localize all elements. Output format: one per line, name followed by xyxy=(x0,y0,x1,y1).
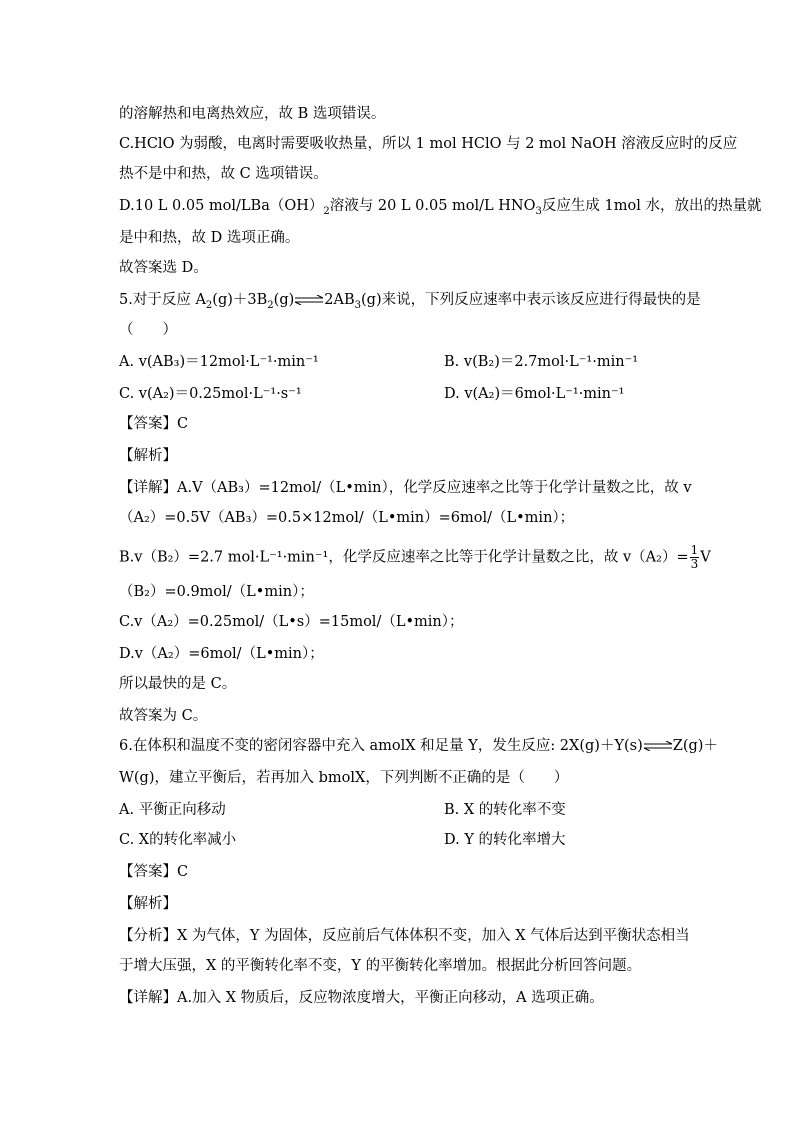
equilibrium-arrow-icon xyxy=(294,295,324,305)
text-run: B.v（B₂）=2.7 mol·L⁻¹·min⁻¹，化学反应速率之比等于化学计量数之比，故 v（A₂）= xyxy=(119,549,689,566)
text-run: 溶液与 20 L 0.05 mol/L HNO xyxy=(329,198,536,214)
analysis-label: 【解析】 xyxy=(119,896,177,912)
text-line: 于增大压强，X 的平衡转化率不变，Y 的平衡转化率增加。根据此分析回答问题。 xyxy=(119,958,642,974)
question-5-stem xyxy=(119,290,701,310)
text-run: 反应生成 1mol 水，放出的热量就 xyxy=(541,198,762,214)
option-d: D. Y 的转化率增大 xyxy=(444,832,566,848)
fraction-denominator: 3 xyxy=(690,557,699,571)
option-a: A. v(AB₃)＝12mol·L⁻¹·min⁻¹ xyxy=(119,354,319,370)
option-c: C. v(A₂)＝0.25mol·L⁻¹·s⁻¹ xyxy=(119,386,302,402)
text-line xyxy=(119,196,761,216)
answer-label: 【答案】C xyxy=(119,864,189,880)
text-line: 的溶解热和电离热效应，故 B 选项错误。 xyxy=(119,106,386,122)
text-run: 5.对于反应 A xyxy=(119,292,206,308)
option-d: D. v(A₂)＝6mol·L⁻¹·min⁻¹ xyxy=(444,386,625,402)
text-run: (g)来说，下列反应速率中表示该反应进行得最快的是 xyxy=(361,292,701,308)
option-b: B. X 的转化率不变 xyxy=(444,802,566,818)
text-line: C.v（A₂）=0.25mol/（L•s）=15mol/（L•min）； xyxy=(119,614,464,630)
subscript: 2 xyxy=(205,299,213,311)
text-line: 所以最快的是 C。 xyxy=(119,676,237,692)
fraction-numerator: 1 xyxy=(690,543,699,557)
text-line: 故答案为 C。 xyxy=(119,708,208,724)
text-line: 故答案选 D。 xyxy=(119,260,208,276)
subscript: 3 xyxy=(535,205,542,217)
text-run: Z(g)＋ xyxy=(672,738,718,754)
subscript: 3 xyxy=(354,299,361,311)
text-line: 【分析】X 为气体，Y 为固体，反应前后气体体积不变，加入 X 气体后达到平衡状态相当 xyxy=(119,928,690,944)
answer-label: 【答案】C xyxy=(119,416,189,432)
text-run: V xyxy=(700,549,711,566)
answer-paren: （ ） xyxy=(119,322,177,338)
text-run: D.10 L 0.05 mol/LBa（OH） xyxy=(119,198,324,214)
question-6-stem xyxy=(119,736,718,756)
text-run: (g)＋3B xyxy=(212,292,268,308)
fraction xyxy=(690,544,700,571)
text-line: W(g)，建立平衡后，若再加入 bmolX，下列判断不正确的是（ ） xyxy=(119,770,569,786)
text-line: 是中和热，故 D 选项正确。 xyxy=(119,230,300,246)
text-line: C.HClO 为弱酸，电离时需要吸收热量，所以 1 mol HClO 与 2 mol NaOH 溶液反应时的反应 xyxy=(119,136,738,152)
text-line: （B₂）=0.9mol/（L•min）； xyxy=(119,584,314,600)
text-line: （A₂）=0.5V（AB₃）=0.5×12mol/（L•min）=6mol/（L•min）； xyxy=(119,510,575,526)
subscript: 2 xyxy=(267,299,274,311)
text-run: 2AB xyxy=(324,292,355,308)
text-run: 6.在体积和温度不变的密闭容器中充入 amolX 和足量 Y，发生反应: 2X(g)＋Y(s) xyxy=(119,738,643,754)
text-line xyxy=(119,544,711,571)
text-line: D.v（A₂）=6mol/（L•min）； xyxy=(119,646,324,662)
option-c: C. X的转化率减小 xyxy=(119,832,237,848)
option-b: B. v(B₂)＝2.7mol·L⁻¹·min⁻¹ xyxy=(444,354,639,370)
analysis-label: 【解析】 xyxy=(119,448,177,464)
equilibrium-arrow-icon xyxy=(643,741,673,751)
text-line: 【详解】A.加入 X 物质后，反应物浓度增大，平衡正向移动，A 选项正确。 xyxy=(119,990,604,1006)
text-run: (g) xyxy=(273,292,295,308)
subscript: 2 xyxy=(323,205,330,217)
text-line: 【详解】A.V（AB₃）=12mol/（L•min），化学反应速率之比等于化学计量数之比，故 v xyxy=(119,480,692,496)
text-line: 热不是中和热，故 C 选项错误。 xyxy=(119,166,328,182)
option-a: A. 平衡正向移动 xyxy=(119,802,226,818)
